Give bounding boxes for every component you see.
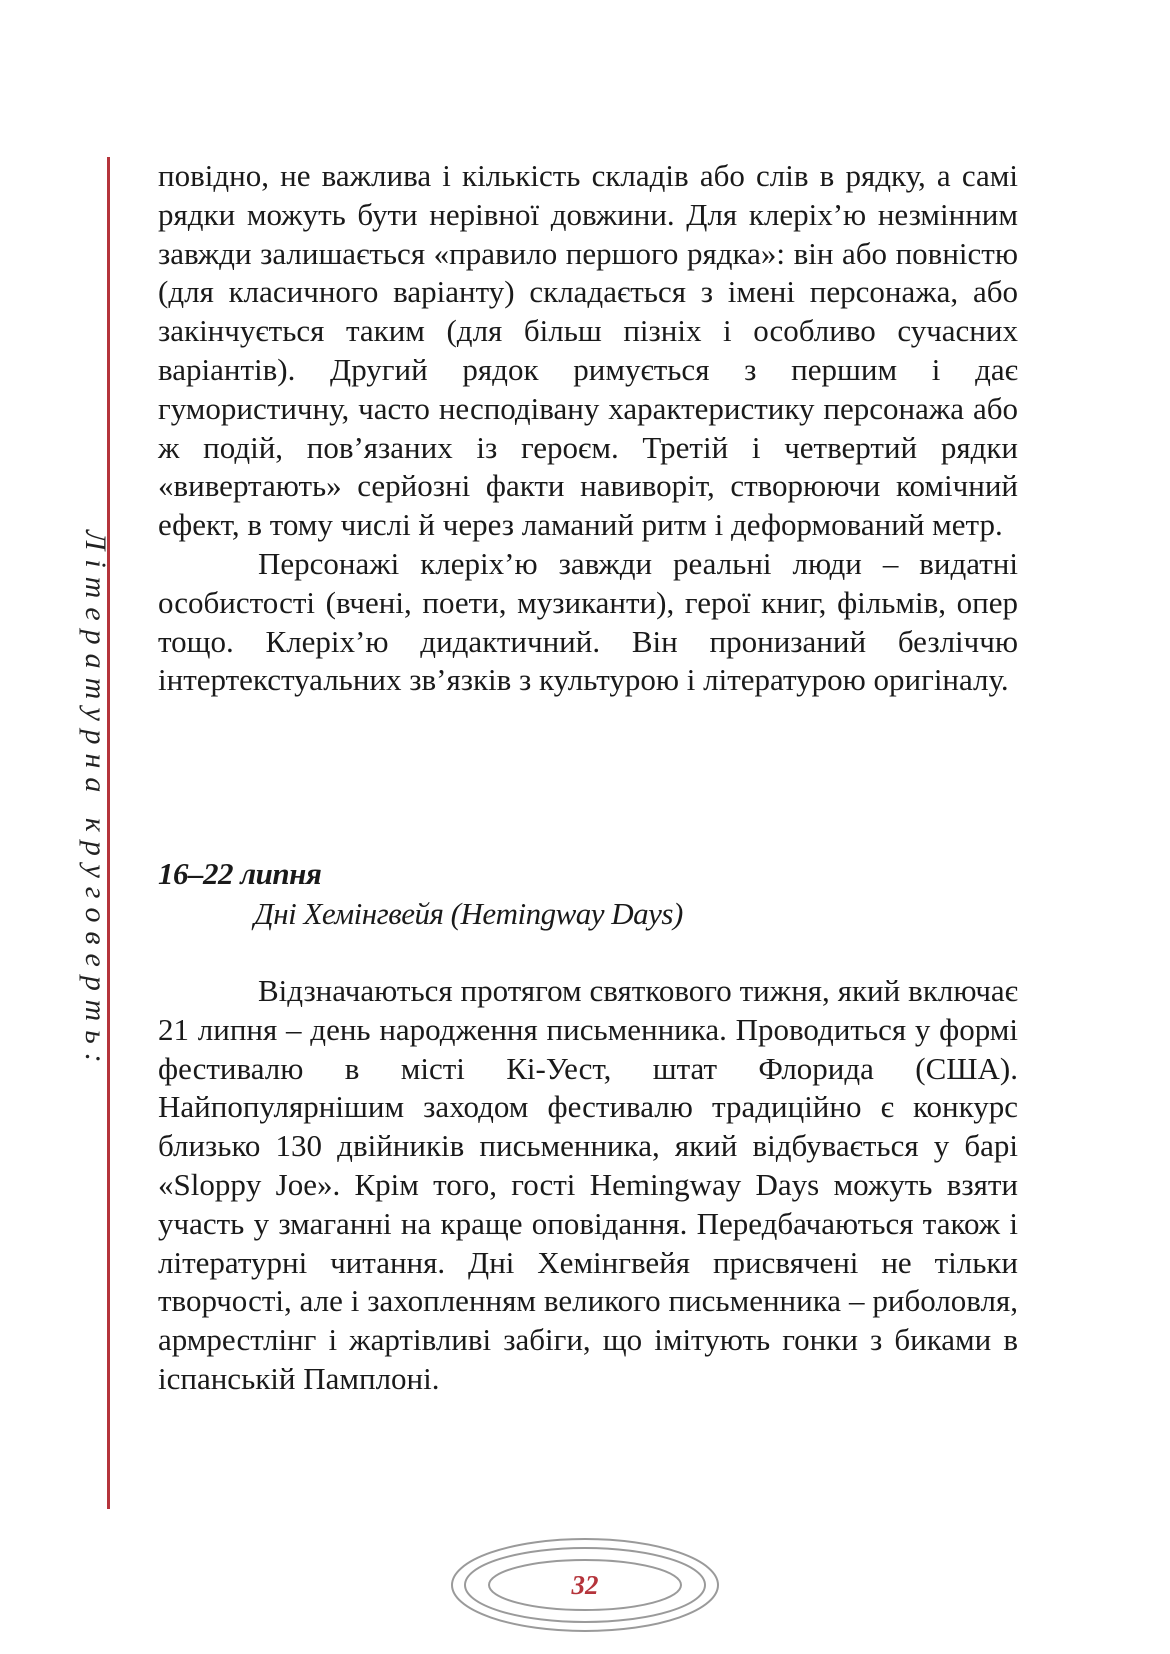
paragraph: Персонажі клеріх’ю завжди реальні люди – видатні особистості (вчені, поети, музиканти), герої книг, фільмів, опер тощо. Клеріх’ю дидактичний. Він пронизаний безліччю інтертекстуальних зв’язків з культурою і літературою оригіналу. [158, 545, 1018, 698]
body-text-section-2 [158, 972, 1018, 1399]
page-number-badge [445, 1530, 725, 1650]
page-number: 32 [571, 1569, 599, 1600]
event-date-heading: 16–22 липня [158, 856, 322, 891]
paragraph: Відзначаються протягом святкового тижня, який включає 21 липня – день народження письменника. Проводиться у формі фестивалю в місті Кі-Уест, штат Флорида (США). Найпопулярнішим заходом фестивалю традиційно є конкурс близько 130 двійників письменника, який відбувається у барі «Sloppy Joe». Крім того, гості Hemingway Days можуть взяти участь у змаганні на краще оповідання. Передбачаються також і літературні читання. Дні Хемінгвейя присвячені не тільки творчості, але і захопленням великого письменника – риболовля, армрестлінг і жартівливі забіги, що імітують гонки з биками в іспанській Памплоні. [158, 973, 1018, 1396]
event-title-heading: Дні Хемінгвейя (Hemingway Days) [254, 896, 683, 931]
body-text-section-1 [158, 157, 1018, 700]
running-title: Літературна круговерть: [79, 530, 112, 1072]
paragraph: повідно, не важлива і кількість складів або слів в рядку, а самі рядки можуть бути нерівної довжини. Для клеріх’ю незмінним завжди залишається «правило першого рядка»: він або повністю (для класичного варіанту) складається з імені персонажа, або закінчується таким (для більш пізніх і особливо сучасних варіантів). Другий рядок римується з першим і дає гумористичну, часто несподівану характеристику персонажа або ж подій, пов’язаних із героєм. Третій і четвертий рядки «вивертають» серйозні факти навиворіт, створюючи комічний ефект, в тому числі й через ламаний ритм і деформований метр. [158, 158, 1018, 543]
